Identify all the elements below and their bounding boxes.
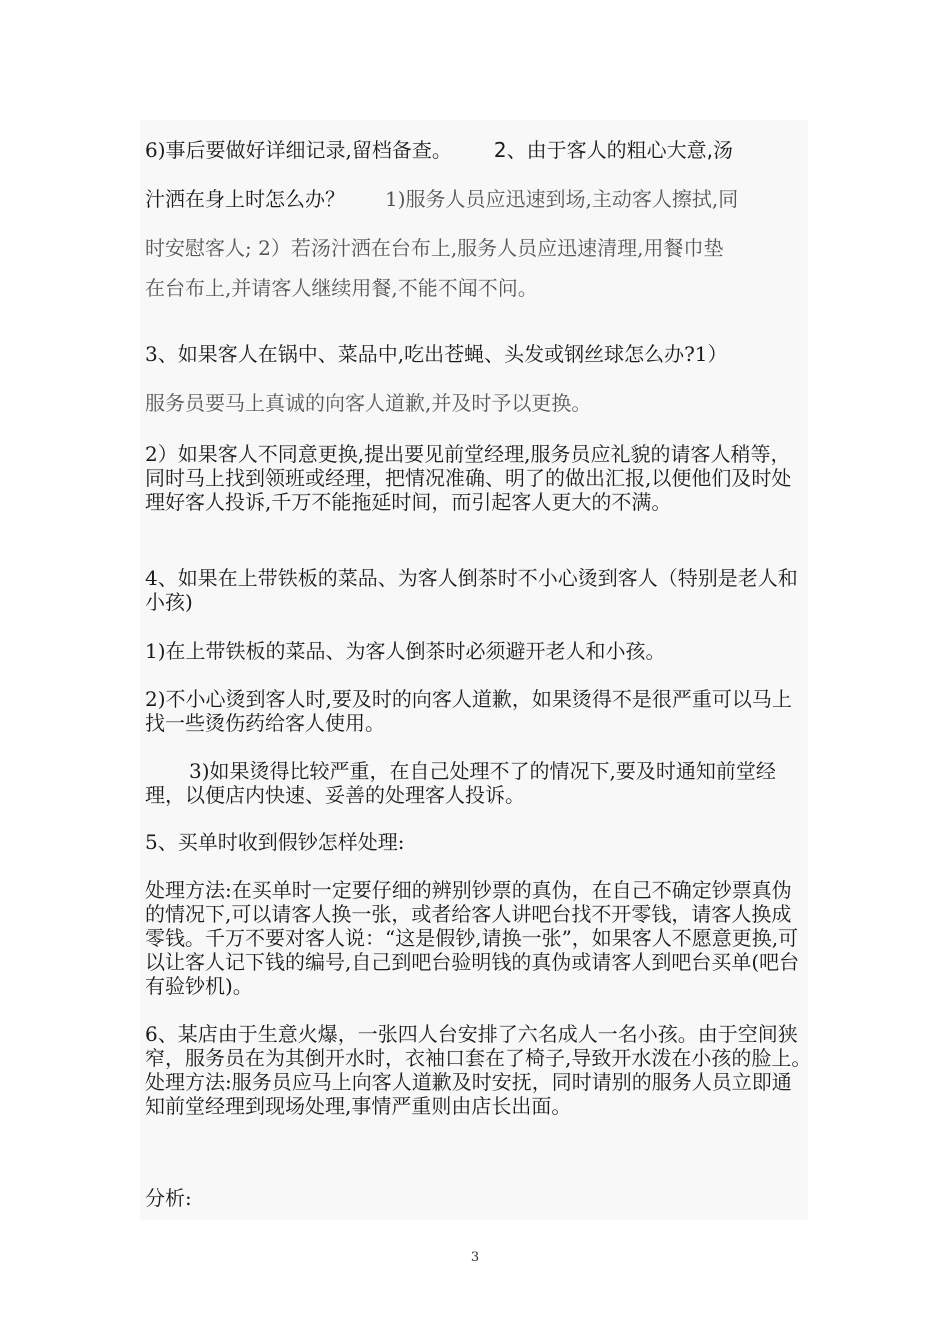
paragraph-1-line-4: 在台布上,并请客人继续用餐,不能不闻不问。 [145,276,538,300]
paragraph-10: 6、某店由于生意火爆，一张四人台安排了六名成人一名小孩。由于空间狭窄，服务员在为其倒开水时，衣袖口套在了椅子,导致开水泼在小孩的脸上。 处理方法:服务员应马上向客人道歉及时安抚，同时请别的服务人员立即通知前堂经理到现场处理,事情严重则由店长出面。 [145,1022,822,1118]
paragraph-7: 3)如果烫得比较严重，在自己处理不了的情况下,要及时通知前堂经理，以便店内快速、妥善的处理客人投诉。 [145,759,776,807]
paragraph-1-line-3: 时安慰客人; 2）若汤汁洒在台布上,服务人员应迅速清理,用餐巾垫 [145,236,724,260]
paragraph-2-line-2: 服务员要马上真诚的向客人道歉,并及时予以更换。 [145,391,592,415]
page-number: 3 [470,1250,480,1265]
paragraph-3: 2）如果客人不同意更换,提出要见前堂经理,服务员应礼貌的请客人稍等，同时马上找到领班或经理，把情况准确、明了的做出汇报,以便他们及时处理好客人投诉,千万不能拖延时间，而引起客人更大的不满。 [145,442,792,514]
paragraph-2 [145,330,805,428]
paragraph-8: 5、买单时收到假钞怎样处理: [145,830,405,854]
paragraph-6: 2)不小心烫到客人时,要及时的向客人道歉，如果烫得不是很严重可以马上找一些烫伤药给客人使用。 [145,687,792,735]
paragraph-9: 处理方法:在买单时一定要仔细的辨别钞票的真伪，在自己不确定钞票真伪的情况下,可以请客人换一张，或者给客人讲吧台找不开零钱，请客人换成零钱。千万不要对客人说：“这是假钞,请换一张”，如果客人不愿意更换,可以让客人记下钱的编号,自己到吧台验明钱的真伪或请客人到吧台买单(吧台有验钞机)。 [145,878,800,998]
paragraph-1 [145,126,805,303]
paragraph-2-line-1: 3、如果客人在锅中、菜品中,吃出苍蝇、头发或钢丝球怎么办?1） [145,342,728,366]
paragraph-5: 1)在上带铁板的菜品、为客人倒茶时必须避开老人和小孩。 [145,639,666,663]
paragraph-4: 4、如果在上带铁板的菜品、为客人倒茶时不小心烫到客人（特别是老人和小孩) [145,566,798,614]
paragraph-1-line-2: 汁洒在身上时怎么办？ 1)服务人员应迅速到场,主动客人擦拭,同 [145,187,739,211]
paragraph-1-line-1: 6)事后要做好详细记录,留档备查。 2、由于客人的粗心大意,汤 [145,138,733,162]
paragraph-11: 分析: [145,1186,192,1210]
